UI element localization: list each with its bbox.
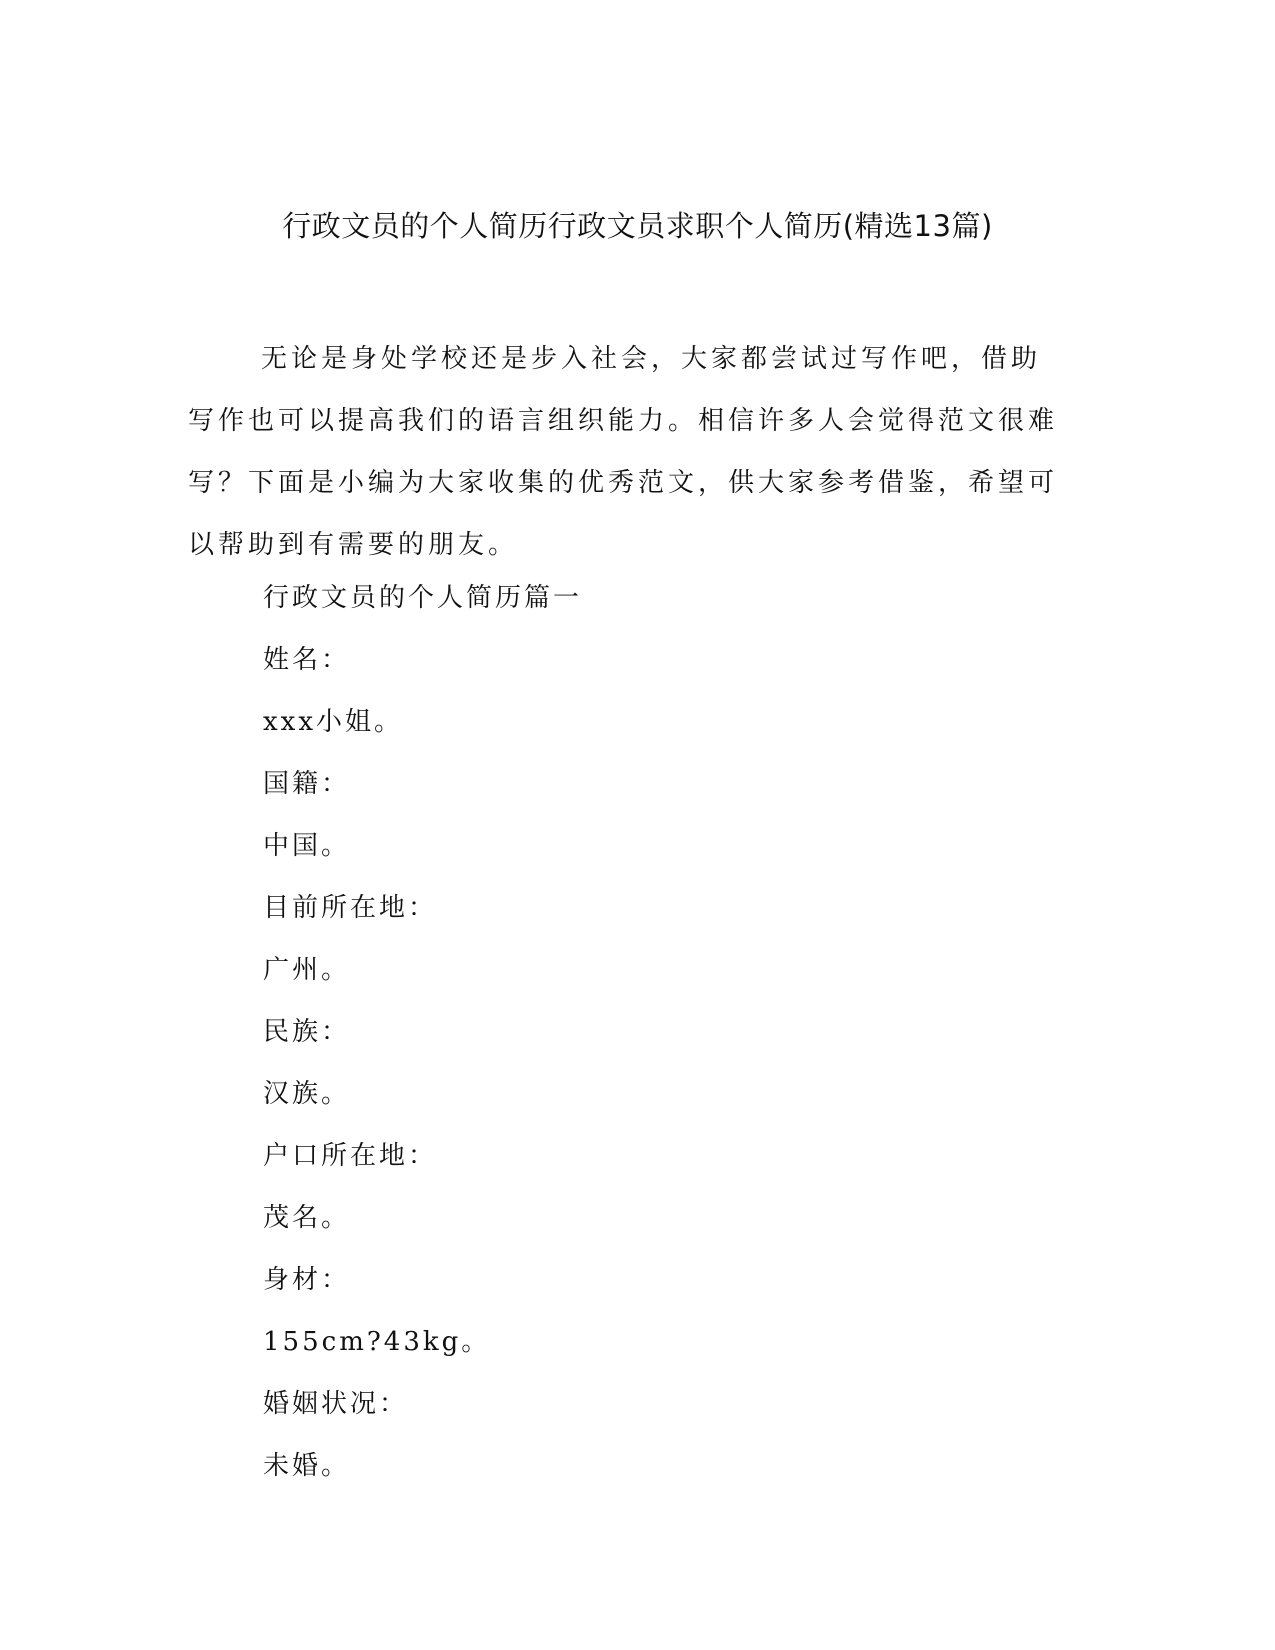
field-label-name: 姓名： xyxy=(263,645,351,675)
field-value-name: xxx小姐。 xyxy=(263,707,403,737)
resume-field-list xyxy=(263,578,1063,1508)
field-label-marital-status: 婚姻状况： xyxy=(263,1389,409,1419)
document-title: 行政文员的个人简历行政文员求职个人简历(精选13篇) xyxy=(282,209,993,243)
field-value-ethnicity: 汉族。 xyxy=(263,1079,351,1109)
field-value-marital-status: 未婚。 xyxy=(263,1451,351,1481)
intro-paragraph: 无论是身处学校还是步入社会，大家都尝试过写作吧，借助写作也可以提高我们的语言组织能力。相信许多人会觉得范文很难写？下面是小编为大家收集的优秀范文，供大家参考借鉴，希望可以帮助到有需要的朋友。 xyxy=(188,344,1059,560)
field-label-ethnicity: 民族： xyxy=(263,1017,351,1047)
field-value-nationality: 中国。 xyxy=(263,831,351,861)
section-heading: 行政文员的个人简历篇一 xyxy=(263,583,583,613)
field-label-hukou: 户口所在地： xyxy=(263,1141,438,1171)
field-label-nationality: 国籍： xyxy=(263,769,351,799)
field-value-location: 广州。 xyxy=(263,955,351,985)
field-value-hukou: 茂名。 xyxy=(263,1203,351,1233)
field-label-location: 目前所在地： xyxy=(263,893,438,923)
field-value-figure: 155cm?43kg。 xyxy=(263,1327,491,1357)
field-label-figure: 身材： xyxy=(263,1265,351,1295)
